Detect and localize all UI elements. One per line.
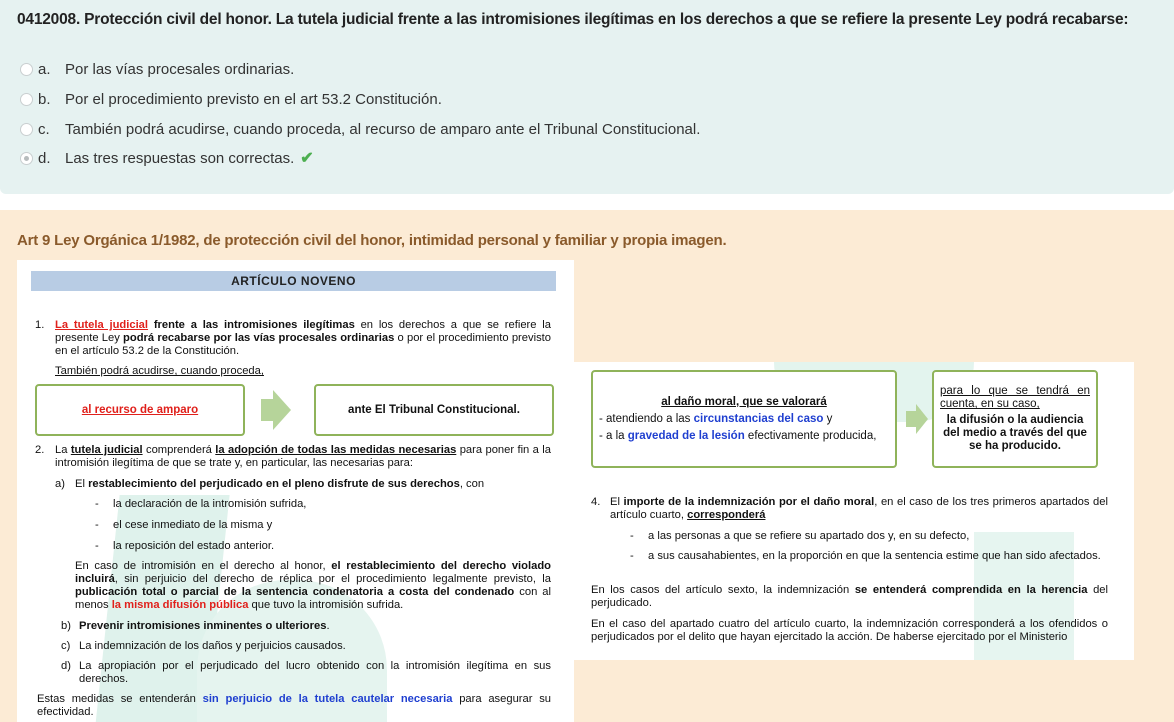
text: Estas medidas se entenderán — [37, 693, 203, 705]
text: La — [55, 444, 71, 456]
text: , sin perjuicio del derecho de réplica por el procedimiento legalmente previsto, la — [114, 573, 551, 585]
text: corresponderá — [687, 509, 766, 521]
option-d[interactable] — [20, 148, 314, 168]
item-c: La indemnización de los daños y perjuicios causados. — [79, 640, 346, 652]
item-a — [75, 478, 553, 491]
text: - a la — [599, 429, 628, 442]
paragraph-final — [37, 693, 551, 719]
radio-d[interactable] — [20, 152, 33, 165]
text: - atendiendo a las — [599, 412, 694, 425]
item-letter: a) — [55, 478, 65, 490]
text: El — [610, 496, 624, 508]
option-c-letter: c. — [38, 120, 50, 138]
dash-item: el cese inmediato de la misma y — [113, 519, 273, 531]
text: del perjudicado. — [591, 584, 1108, 609]
box-dano-moral — [591, 370, 897, 468]
text: con al menos — [75, 586, 552, 611]
paragraph-cuatro: En el caso del apartado cuatro del artículo cuarto, la indemnización corresponderá a los ofendidos o perjudicados por el delito que hayan ejercitado la acción. De haberse ejercitado por el Ministerio — [591, 618, 1108, 643]
paragraph-number: 2. — [35, 444, 45, 456]
radio-b[interactable] — [20, 93, 33, 106]
text: , en el caso de los tres primeros apartados del artículo cuarto, — [610, 496, 1108, 521]
question-card — [0, 0, 1174, 194]
box-recurso-amparo: al recurso de amparo — [35, 384, 245, 436]
text: Prevenir intromisiones inminentes o ulteriores — [79, 620, 327, 632]
text: efectivamente producida, — [744, 429, 877, 442]
text: se entenderá comprendida en la herencia — [854, 584, 1088, 596]
text: comprenderá — [142, 444, 216, 456]
text-procedimiento: o por el procedimiento previsto en el artículo 53.2 de la Constitución. — [55, 332, 552, 357]
box-difusion — [932, 370, 1098, 468]
paragraph-honor — [75, 560, 551, 612]
dash-item: la declaración de la intromisión sufrida, — [113, 498, 307, 510]
text: tutela judicial — [70, 444, 143, 456]
option-a[interactable] — [20, 59, 294, 79]
dash-item: a sus causahabientes, en la proporción en que la sentencia estime que han sido afectados. — [648, 550, 1101, 562]
article-image-left: ARTÍCULO NOVENO 1. La tutela judicial frente a las intromisiones ilegítimas en los derechos a que se refiere la presente Ley podrá recabarse por las vías procesales ordinarias o por el procedimiento previsto en el artículo 53.2 de la Constitución. También podrá acudirse, cuando proceda, al recurso de amparo ante El Tribunal Constitucional. 2. La tutela judicial comprenderá la adopción de todas las medidas necesarias para poner fin a la intromisión ilegítima de que se trate y, en particular, las necesarias para: a) El restablecimiento del perjudicado en el pleno disfrute de sus derechos, con - la declaración de la intromisión sufrida, - el cese inmediato de la misma y - la reposición del estado anterior. En caso de intromisión en el derecho al honor, el restablecimiento del derecho violado incluirá, sin perjuicio del derecho de réplica por el procedimiento legalmente previsto, la publicación total o parcial de la sentencia condenatoria a costa del condenado con al menos la misma difusión pública que tuvo la intromisión sufrida. b) Prevenir intromisiones inminentes o ulteriores. c) La indemnización de los daños y perjuicios causados. d) La apropiación por el perjudicado del lucro obtenido con la intromisión ilegítima en sus derechos. Estas medidas se entenderán sin perjuicio de la tutela cautelar necesaria para asegurar su efectividad. — [17, 260, 574, 722]
arrow-icon — [273, 390, 291, 430]
item-letter: d) — [61, 660, 71, 672]
item-letter: c) — [61, 640, 71, 652]
option-c-text: También podrá acudirse, cuando proceda, al recurso de amparo ante el Tribunal Constitucional. — [65, 120, 701, 138]
text: para asegurar su efectividad. — [37, 693, 552, 718]
text-derechos: en los derechos a que se refiere la presente Ley — [55, 319, 552, 344]
box-line — [599, 413, 889, 426]
box-tribunal: ante El Tribunal Constitucional. — [314, 384, 554, 436]
text: , con — [459, 478, 485, 490]
text: En los casos del artículo sexto, la indemnización — [591, 584, 855, 596]
option-d-letter: d. — [38, 149, 51, 167]
feedback-title: Art 9 Ley Orgánica 1/1982, de protección civil del honor, intimidad personal y familiar y propia imagen. — [17, 232, 727, 249]
text: gravedad de la lesión — [627, 429, 745, 442]
text-frente: frente a las intromisiones ilegítimas — [148, 319, 355, 331]
text: el restablecimiento del derecho violado incluirá — [75, 560, 552, 585]
article-heading: ARTÍCULO NOVENO — [31, 271, 556, 291]
dash-item: la reposición del estado anterior. — [113, 540, 275, 552]
paragraph-2 — [55, 444, 551, 470]
text: sin perjuicio de la tutela cautelar necesaria — [202, 693, 453, 705]
radio-c[interactable] — [20, 123, 33, 136]
check-icon: ✔ — [300, 150, 314, 167]
question-title: 0412008. Protección civil del honor. La tutela judicial frente a las intromisiones ilegítimas en los derechos a que se refiere la presente Ley podrá recabarse: — [17, 11, 1129, 28]
paragraph-sexto — [591, 584, 1108, 610]
text: importe de la indemnización por el daño moral — [623, 496, 875, 508]
box-line — [599, 430, 889, 443]
option-b-letter: b. — [38, 90, 51, 108]
text: circunstancias del caso — [693, 412, 824, 425]
text: . — [326, 620, 330, 632]
arrow-icon — [261, 399, 273, 421]
item-d: La apropiación por el perjudicado del lucro obtenido con la intromisión ilegítima en sus derechos. — [79, 660, 551, 685]
arrow-icon — [906, 411, 916, 427]
option-b-text: Por el procedimiento previsto en el art 53.2 Constitución. — [65, 90, 442, 108]
paragraph-4 — [610, 496, 1108, 522]
box-title: al daño moral, que se valorará — [661, 395, 827, 408]
option-a-letter: a. — [38, 60, 51, 78]
option-a-text: Por las vías procesales ordinarias. — [65, 60, 295, 78]
arrow-icon — [916, 404, 928, 434]
text: En caso de intromisión en el derecho al honor, — [75, 560, 332, 572]
box-text: para lo que se tendrá en cuenta, en su caso, — [940, 385, 1090, 410]
text: El — [75, 478, 89, 490]
paragraph-number: 1. — [35, 319, 45, 331]
text: para poner fin a la intromisión ilegítima de que se trate y, en particular, las necesarias para: — [55, 444, 551, 469]
text: restablecimiento del perjudicado en el pleno disfrute de sus derechos — [88, 478, 460, 490]
text: y — [823, 412, 833, 425]
text: la adopción de todas las medidas necesarias — [215, 444, 457, 456]
text: que tuvo la intromisión sufrida. — [248, 599, 404, 611]
dash-item: a las personas a que se refiere su apartado dos y, en su defecto, — [648, 530, 970, 542]
item-letter: b) — [61, 620, 71, 632]
text: la misma difusión pública — [111, 599, 249, 611]
box-text: la difusión o la audiencia del medio a través del que se ha producido. — [943, 414, 1087, 452]
text-vias: podrá recabarse por las vías procesales ordinarias — [123, 332, 395, 344]
radio-a[interactable] — [20, 63, 33, 76]
paragraph-number: 4. — [591, 496, 601, 508]
option-c[interactable] — [20, 119, 700, 139]
option-d-text: Las tres respuestas son correctas. — [65, 149, 295, 167]
article-image-right: al daño moral, que se valorará - atendiendo a las circunstancias del caso y - a la gravedad de la lesión efectivamente producida, para lo que se tendrá en cuenta, en su caso, la difusión o la audiencia del medio a través del que se ha producido. 4. El importe de la indemnización por el daño moral, en el caso de los tres primeros apartados del artículo cuarto, corresponderá - a las personas a que se refiere su apartado dos y, en su defecto, - a sus causahabientes, en la proporción en que la sentencia estime que han sido afectados. En los casos del artículo sexto, la indemnización se entenderá comprendida en la herencia del perjudicado. En el caso del apartado cuatro del artículo cuarto, la indemnización corresponderá a los ofendidos o perjudicados por el delito que hayan ejercitado la acción. De haberse ejercitado por el Ministerio — [574, 362, 1134, 660]
text-tambien: También podrá acudirse, cuando proceda, — [55, 365, 264, 377]
item-b — [79, 620, 330, 633]
paragraph-1 — [55, 319, 551, 358]
option-b[interactable] — [20, 89, 442, 109]
text-tutela: La tutela judicial — [55, 319, 149, 331]
text: publicación total o parcial de la sentencia condenatoria a costa del condenado — [75, 586, 515, 598]
